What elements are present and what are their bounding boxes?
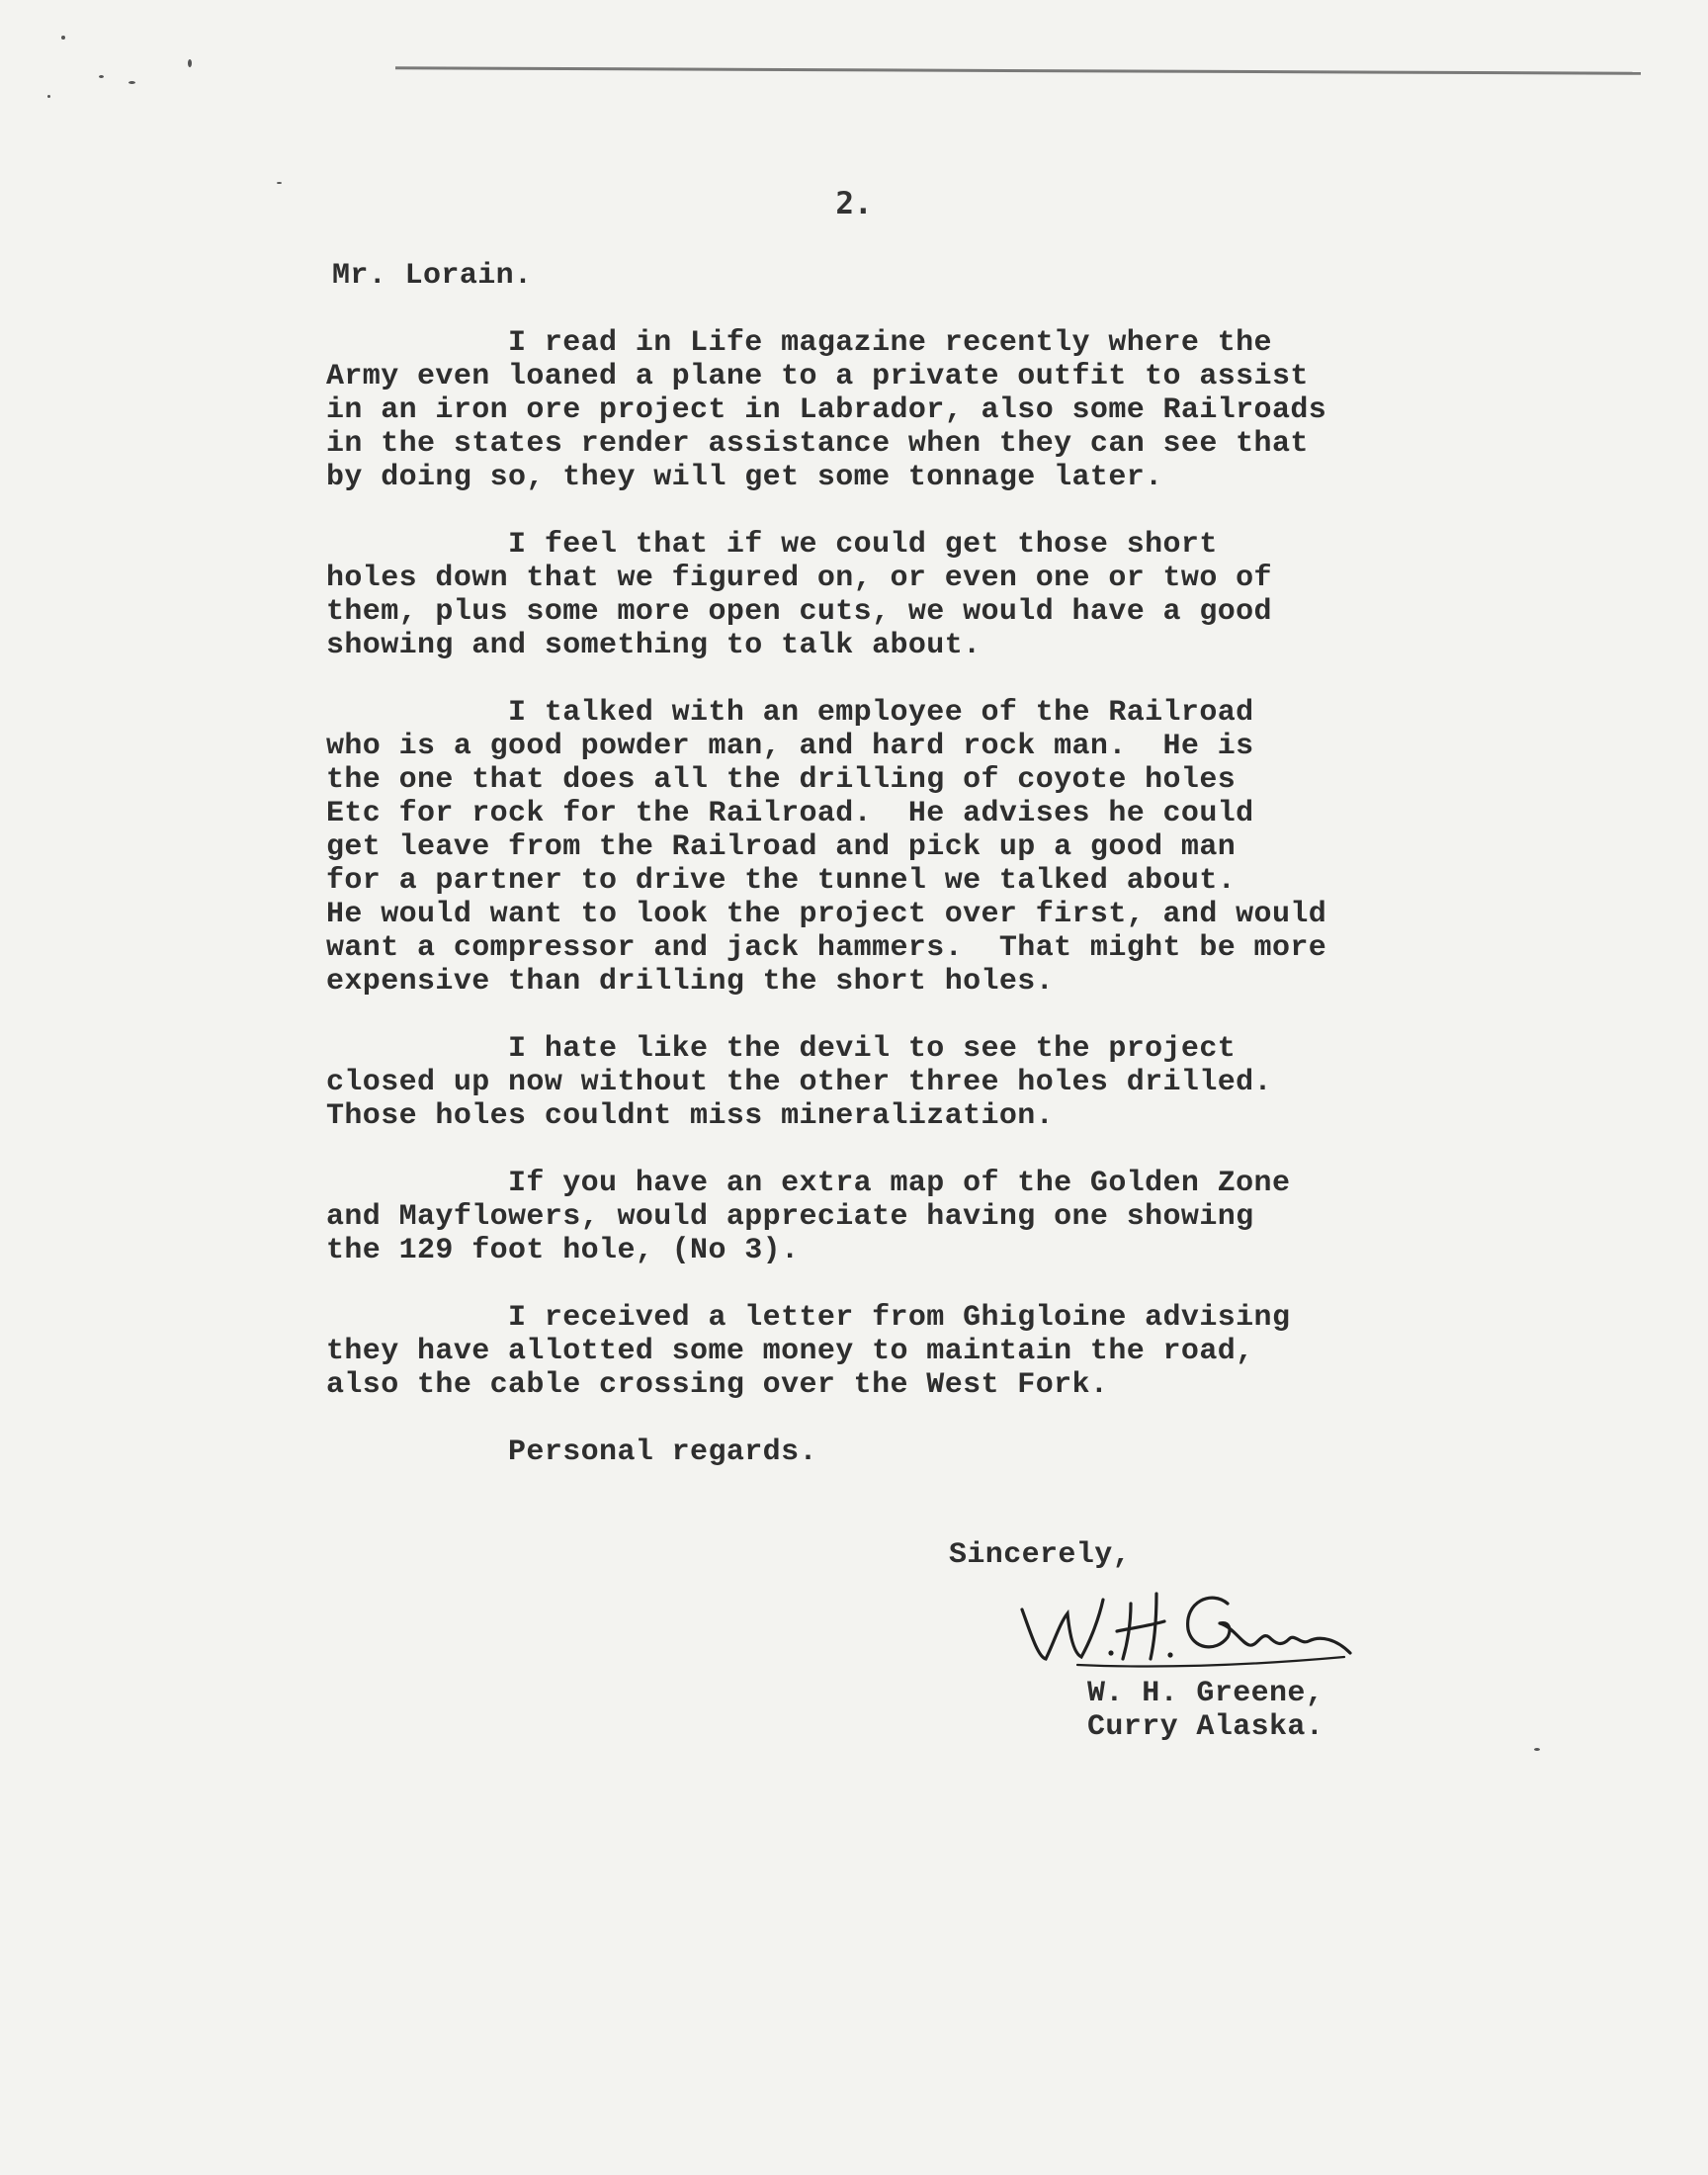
speck bbox=[277, 182, 282, 184]
speck bbox=[99, 75, 104, 78]
salutation: Mr. Lorain. bbox=[332, 259, 533, 293]
closing: Sincerely, bbox=[949, 1538, 1132, 1572]
top-rule bbox=[395, 66, 1641, 74]
speck bbox=[1534, 1748, 1540, 1751]
signer-name: W. H. Greene, bbox=[1087, 1677, 1324, 1710]
speck bbox=[47, 95, 50, 98]
signer-location: Curry Alaska. bbox=[1087, 1710, 1324, 1744]
speck bbox=[188, 59, 192, 67]
speck bbox=[128, 81, 135, 84]
letter-body: I read in Life magazine recently where the Army even loaned a plane to a private outfit to assist in an iron ore project in Labrador, also some Railroads in the states render assistance when they can see that by doing so, they will get some tonnage later. I feel that if we could get those short holes down that we figured on, or even one or two of them, plus some more open cuts, we would have a good showing and something to talk about. I talked with an employee of the Railroad who is a good powder man, and hard rock man. He is the one that does all the drilling of coyote holes Etc for rock for the Railroad. He advises he could get leave from the Railroad and pick up a good man for a partner to drive the tunnel we talked about. He would want to look the project over first, and would want a compressor and jack hammers. That might be more expensive than drilling the short holes. I hate like the devil to see the project closed up now without the other three holes drilled. Those holes couldnt miss mineralization. If you have an extra map of the Golden Zone and Mayflowers, would appreciate having one showing the 129 foot hole, (No 3). I received a letter from Ghigloine advising they have allotted some money to maintain the road, also the cable crossing over the West Fork. Personal regards. bbox=[326, 326, 1327, 1469]
signer-block bbox=[1087, 1677, 1324, 1744]
handwritten-signature bbox=[1008, 1574, 1364, 1683]
page-number: 2. bbox=[835, 186, 873, 221]
speck bbox=[61, 36, 65, 40]
